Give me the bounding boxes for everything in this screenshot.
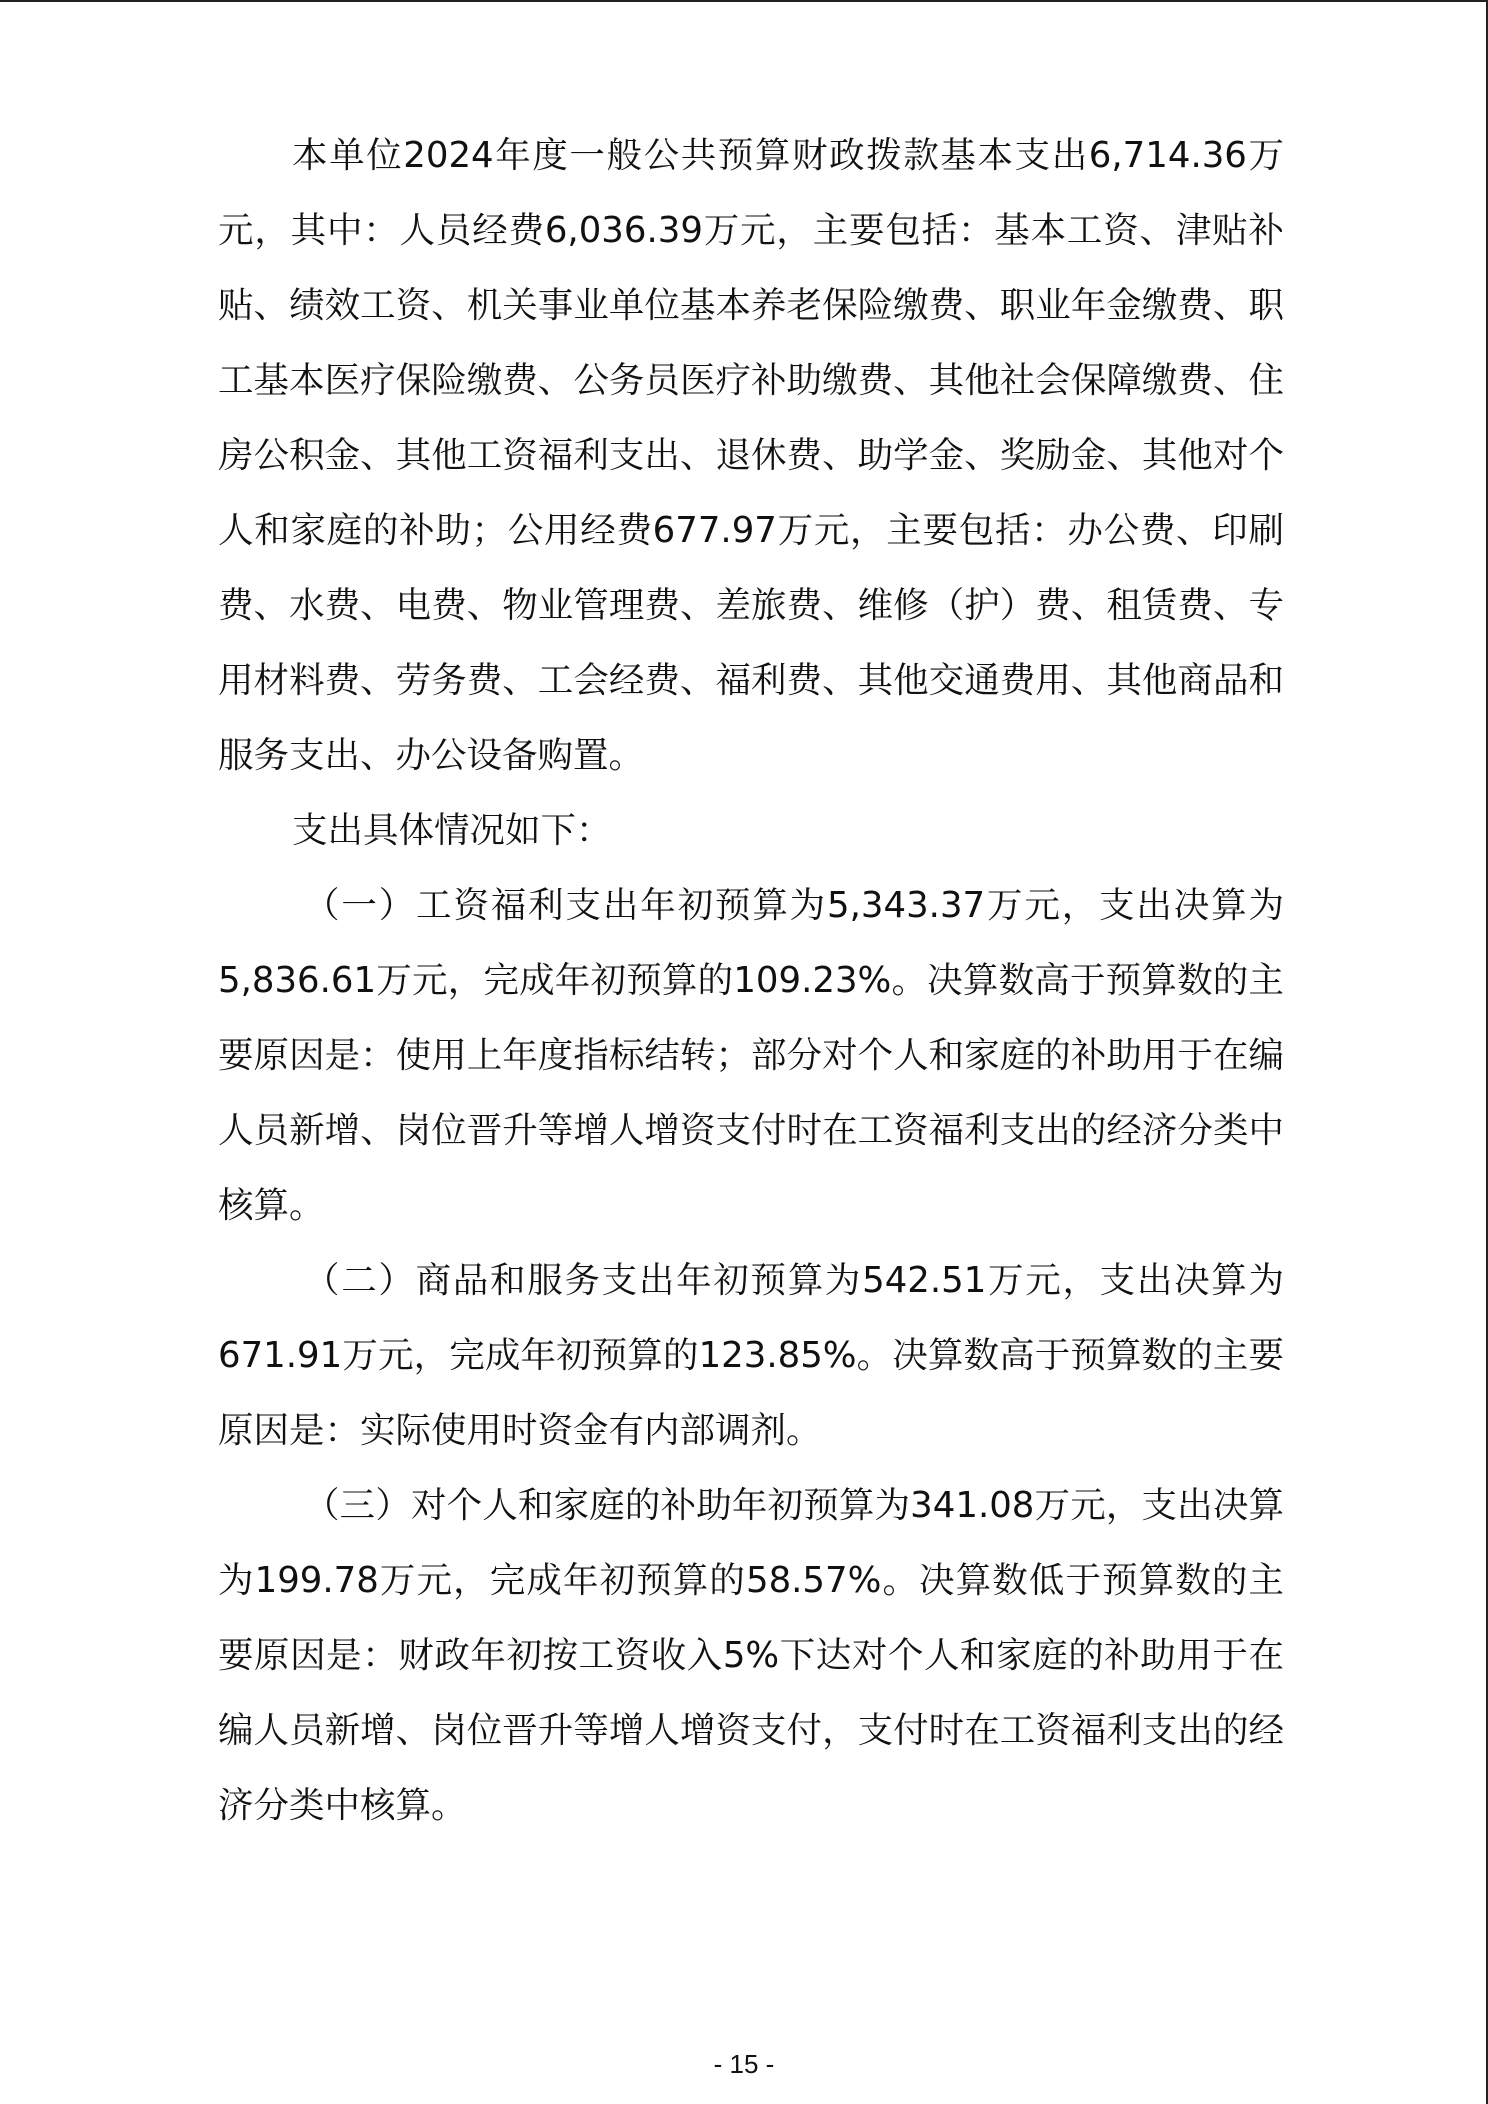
paragraph-individual-family-subsidy: （三）对个人和家庭的补助年初预算为341.08万元，支出决算为199.78万元，完成年初预算的58.57%。决算数低于预算数的主要原因是：财政年初按工资收入5%下达对个人和家庭的补助用于在编人员新增、岗位晋升等增人增资支付，支付时在工资福利支出的经济分类中核算。 xyxy=(218,1485,1284,1826)
paragraph-goods-services: （二）商品和服务支出年初预算为542.51万元，支出决算为671.91万元，完成年初预算的123.85%。决算数高于预算数的主要原因是：实际使用时资金有内部调剂。 xyxy=(218,1260,1284,1451)
document-body xyxy=(218,118,1284,1843)
paragraph-basic-expenditure: 本单位2024年度一般公共预算财政拨款基本支出6,714.36万元，其中：人员经费6,036.39万元，主要包括：基本工资、津贴补贴、绩效工资、机关事业单位基本养老保险缴费、职业年金缴费、职工基本医疗保险缴费、公务员医疗补助缴费、其他社会保障缴费、住房公积金、其他工资福利支出、退休费、助学金、奖励金、其他对个人和家庭的补助；公用经费677.97万元，主要包括：办公费、印刷费、水费、电费、物业管理费、差旅费、维修（护）费、租赁费、专用材料费、劳务费、工会经费、福利费、其他交通费用、其他商品和服务支出、办公设备购置。 xyxy=(218,135,1284,776)
paragraph-wages-welfare: （一）工资福利支出年初预算为5,343.37万元，支出决算为5,836.61万元，完成年初预算的109.23%。决算数高于预算数的主要原因是：使用上年度指标结转；部分对个人和家庭的补助用于在编人员新增、岗位晋升等增人增资支付时在工资福利支出的经济分类中核算。 xyxy=(218,885,1284,1226)
paragraph-details-intro: 支出具体情况如下： xyxy=(292,810,612,851)
page-number: - 15 - xyxy=(713,2049,775,2079)
page-border-top xyxy=(0,0,1488,2)
